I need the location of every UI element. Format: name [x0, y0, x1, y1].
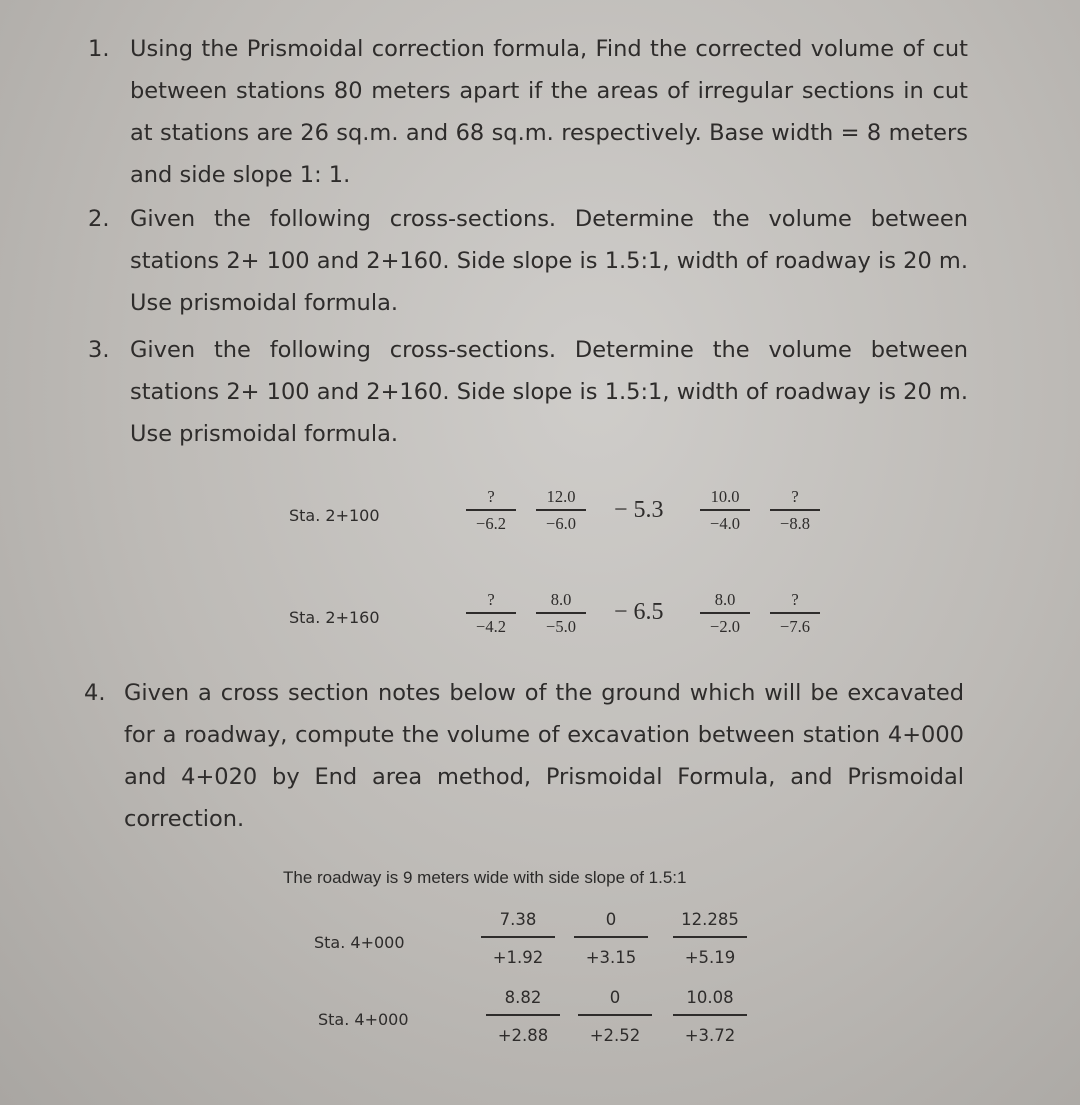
fraction-denominator: −4.2	[476, 616, 506, 636]
fraction-bar	[673, 1014, 747, 1016]
fraction-bar	[700, 509, 750, 511]
cross-section-fraction	[462, 589, 520, 638]
problem-3-text: Given the following cross-sections. Determine the volume between stations 2+ 100 and 2+160. Side slope is 1.5:1, width of roadway is 20 m. Use prismoidal formula.	[130, 337, 968, 447]
fraction-numerator: 7.38	[499, 910, 537, 929]
fraction-numerator: 8.82	[504, 988, 542, 1007]
problem-3-number: 3.	[88, 337, 110, 363]
problem-4	[84, 672, 964, 840]
fraction-denominator: +1.92	[492, 947, 544, 967]
fraction-numerator: 8.0	[550, 590, 572, 609]
cross-section-fraction	[532, 589, 590, 638]
problem-1-number: 1.	[88, 36, 110, 62]
cross-section-fraction	[480, 986, 566, 1048]
fraction-numerator: ?	[791, 590, 799, 609]
fraction-bar	[481, 936, 555, 938]
fraction-bar	[466, 509, 516, 511]
cross-section-fraction	[572, 986, 658, 1048]
fraction-denominator: −6.0	[546, 513, 576, 533]
cross-section-fraction	[568, 908, 654, 970]
fraction-bar	[574, 936, 648, 938]
problem-1-text: Using the Prismoidal correction formula, Find the corrected volume of cut between stations 80 meters apart if the areas of irregular sections in cut at stations are 26 sq.m. and 68 sq.m. respectively. Base width = 8 meters and side slope 1: 1.	[130, 36, 968, 188]
fraction-bar	[486, 1014, 560, 1016]
cross-section-fraction	[667, 908, 753, 970]
center-cut-value: − 5.3	[614, 497, 664, 523]
fraction-bar	[536, 612, 586, 614]
problem-4-number: 4.	[84, 680, 106, 706]
fraction-numerator: 0	[609, 988, 621, 1007]
fraction-denominator: +3.72	[684, 1025, 736, 1045]
fraction-bar	[466, 612, 516, 614]
fraction-denominator: −6.2	[476, 513, 506, 533]
fraction-denominator: +2.52	[589, 1025, 641, 1045]
fraction-denominator: −8.8	[780, 513, 810, 533]
cross-section-fraction	[766, 589, 824, 638]
fraction-denominator: +2.88	[497, 1025, 549, 1045]
cross-section-fraction	[696, 589, 754, 638]
station-label: Sta. 4+000	[314, 933, 405, 952]
fraction-numerator: ?	[487, 590, 495, 609]
problem-2-number: 2.	[88, 206, 110, 232]
fraction-denominator: −5.0	[546, 616, 576, 636]
center-cut-value: − 6.5	[614, 599, 664, 625]
fraction-numerator: 10.08	[686, 988, 734, 1007]
cross-section-fraction	[462, 486, 520, 535]
station-label: Sta. 2+160	[289, 608, 380, 627]
fraction-numerator: ?	[791, 487, 799, 506]
fraction-numerator: 8.0	[714, 590, 736, 609]
fraction-bar	[578, 1014, 652, 1016]
station-label: Sta. 2+100	[289, 506, 380, 525]
fraction-bar	[536, 509, 586, 511]
fraction-numerator: 0	[605, 910, 617, 929]
fraction-bar	[770, 612, 820, 614]
problem-1	[88, 28, 968, 196]
cross-section-fraction	[696, 486, 754, 535]
fraction-denominator: −4.0	[710, 513, 740, 533]
problem-4-text: Given a cross section notes below of the ground which will be excavated for a roadway, compute the volume of excavation between station 4+000 and 4+020 by End area method, Prismoidal Formula, and Prismoidal correction.	[124, 680, 964, 832]
fraction-bar	[700, 612, 750, 614]
problem-2	[88, 198, 968, 324]
fraction-denominator: +3.15	[585, 947, 637, 967]
fraction-numerator: 12.0	[546, 487, 576, 506]
roadway-note: The roadway is 9 meters wide with side slope of 1.5:1	[283, 868, 687, 887]
cross-section-fraction	[667, 986, 753, 1048]
fraction-numerator: 10.0	[710, 487, 740, 506]
fraction-bar	[673, 936, 747, 938]
fraction-denominator: +5.19	[684, 947, 736, 967]
station-label: Sta. 4+000	[318, 1010, 409, 1029]
cross-section-fraction	[475, 908, 561, 970]
fraction-bar	[770, 509, 820, 511]
cross-section-fraction	[532, 486, 590, 535]
cross-section-fraction	[766, 486, 824, 535]
fraction-numerator: ?	[487, 487, 495, 506]
fraction-denominator: −7.6	[780, 616, 810, 636]
problem-2-text: Given the following cross-sections. Determine the volume between stations 2+ 100 and 2+160. Side slope is 1.5:1, width of roadway is 20 m. Use prismoidal formula.	[130, 206, 968, 316]
problem-3	[88, 329, 968, 455]
fraction-numerator: 12.285	[681, 910, 739, 929]
fraction-denominator: −2.0	[710, 616, 740, 636]
